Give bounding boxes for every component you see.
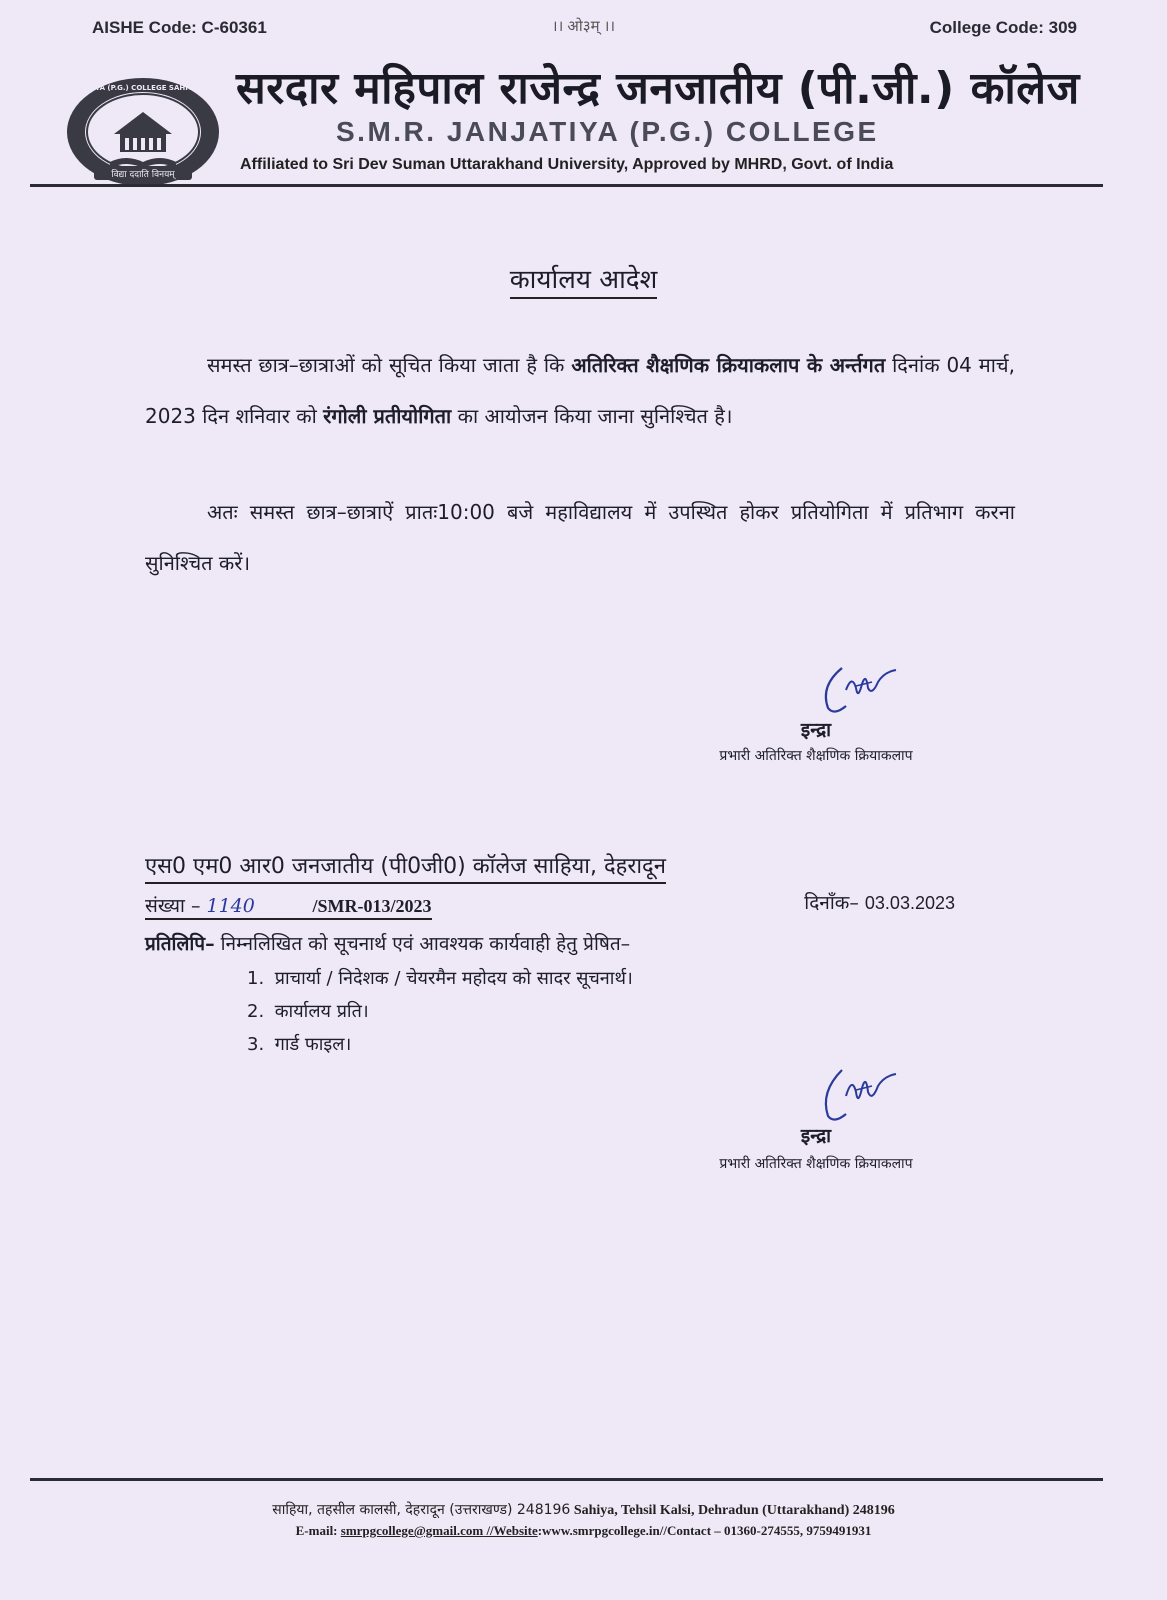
signatory-name: इन्द्रा — [800, 719, 832, 741]
footer-address — [0, 1500, 1167, 1519]
p1-text-e: का आयोजन किया जाना सुनिश्चित है। — [451, 404, 733, 428]
logo-ring-text: S.M.R. JANJATIYA (P.G.) COLLEGE SAHIYA, DEHRADUN — [38, 84, 248, 92]
date-value: 03.03.2023 — [864, 893, 955, 913]
copy-to-line — [145, 930, 630, 956]
footer-contact: E-mail: smrpgcollege@gmail.com //Website:www.smrpgcollege.in//Contact – 01360-274555, 9759491931 — [295, 1523, 872, 1538]
footer-address-english: Sahiya, Tehsil Kalsi, Dehradun (Uttarakhand) 248196 — [570, 1503, 895, 1518]
ref-suffix: /SMR-013/2023 — [312, 896, 432, 916]
signature-block-1 — [676, 716, 956, 765]
p1-bold-competition: रंगोली प्रतीयोगिता — [323, 404, 452, 428]
copy-text: निम्नलिखित को सूचनार्थ एवं आवश्यक कार्यवाही हेतु प्रेषित– — [214, 933, 631, 955]
college-title-english: S.M.R. JANJATIYA (P.G.) COLLEGE — [336, 116, 879, 147]
aishe-code: AISHE Code: C-60361 — [92, 18, 267, 37]
reference-number — [145, 892, 432, 920]
footer — [0, 1500, 1167, 1539]
office-line: एस0 एम0 आर0 जनजातीय (पी0जी0) कॉलेज साहिया, देहरादून — [145, 850, 666, 884]
college-title-hindi: सरदार महिपाल राजेन्द्र जनजातीय (पी.जी.) कॉलेज — [236, 63, 1080, 114]
signatory-name: इन्द्रा — [800, 1125, 832, 1147]
signature-block-2 — [676, 1122, 956, 1173]
header-divider — [30, 184, 1103, 187]
website-label: //Website — [483, 1523, 538, 1538]
footer-divider — [30, 1478, 1103, 1481]
copy-recipients-list — [247, 962, 633, 1061]
copy-label: प्रतिलिपि– — [145, 933, 215, 955]
email-link[interactable]: smrpgcollege@gmail.com — [340, 1523, 484, 1538]
logo-motto: विद्या ददाति विनयम् — [111, 170, 175, 180]
p1-text-a: समस्त छात्र–छात्राओं को सूचित किया जाता है कि — [207, 353, 572, 377]
college-emblem-icon — [38, 76, 248, 188]
website-and-contact: :www.smrpgcollege.in//Contact – 01360-274555, 9759491931 — [537, 1523, 872, 1538]
signatory-designation: प्रभारी अतिरिक्त शैक्षणिक क्रियाकलाप — [719, 1156, 913, 1172]
college-code: College Code: 309 — [929, 18, 1077, 37]
list-item: 3. गार्ड फाइल। — [247, 1034, 352, 1055]
date-label: दिनाँक– — [804, 892, 859, 914]
affiliation-line: Affiliated to Sri Dev Suman Uttarakhand University, Approved by MHRD, Govt. of India — [240, 156, 894, 173]
ref-prefix: संख्या – — [145, 895, 201, 917]
om-invocation: ।। ओ३म् ।। — [551, 18, 616, 35]
handwritten-signature-1 — [812, 660, 902, 716]
notice-heading — [0, 260, 1167, 296]
reference-date — [804, 889, 955, 915]
list-item: 1. प्राचार्या / निदेशक / चेयरमैन महोदय को सादर सूचनार्थ। — [247, 968, 633, 989]
p1-bold-activity: अतिरिक्त शैक्षणिक क्रियाकलाप के अर्न्तगत — [571, 353, 886, 377]
handwritten-signature-2 — [812, 1062, 902, 1124]
notice-paragraph-1 — [145, 340, 1015, 442]
signatory-designation: प्रभारी अतिरिक्त शैक्षणिक क्रियाकलाप — [719, 748, 913, 764]
notice-paragraph-2: अतः समस्त छात्र–छात्राऐं प्रातः10:00 बजे महाविद्यालय में उपस्थित होकर प्रतियोगिता में प्रतिभाग करना सुनिश्चित करें। — [145, 500, 1015, 575]
p1-text-c: दिनांक 04 मार्च, 2023 दिन शनिवार को — [145, 353, 1015, 428]
ref-handwritten-number: 1140 — [206, 895, 255, 917]
list-item: 2. कार्यालय प्रति। — [247, 1001, 369, 1022]
footer-address-hindi: साहिया, तहसील कालसी, देहरादून (उत्तराखण्ड) 248196 — [272, 1502, 571, 1518]
notice-heading-text: कार्यालय आदेश — [510, 265, 658, 299]
